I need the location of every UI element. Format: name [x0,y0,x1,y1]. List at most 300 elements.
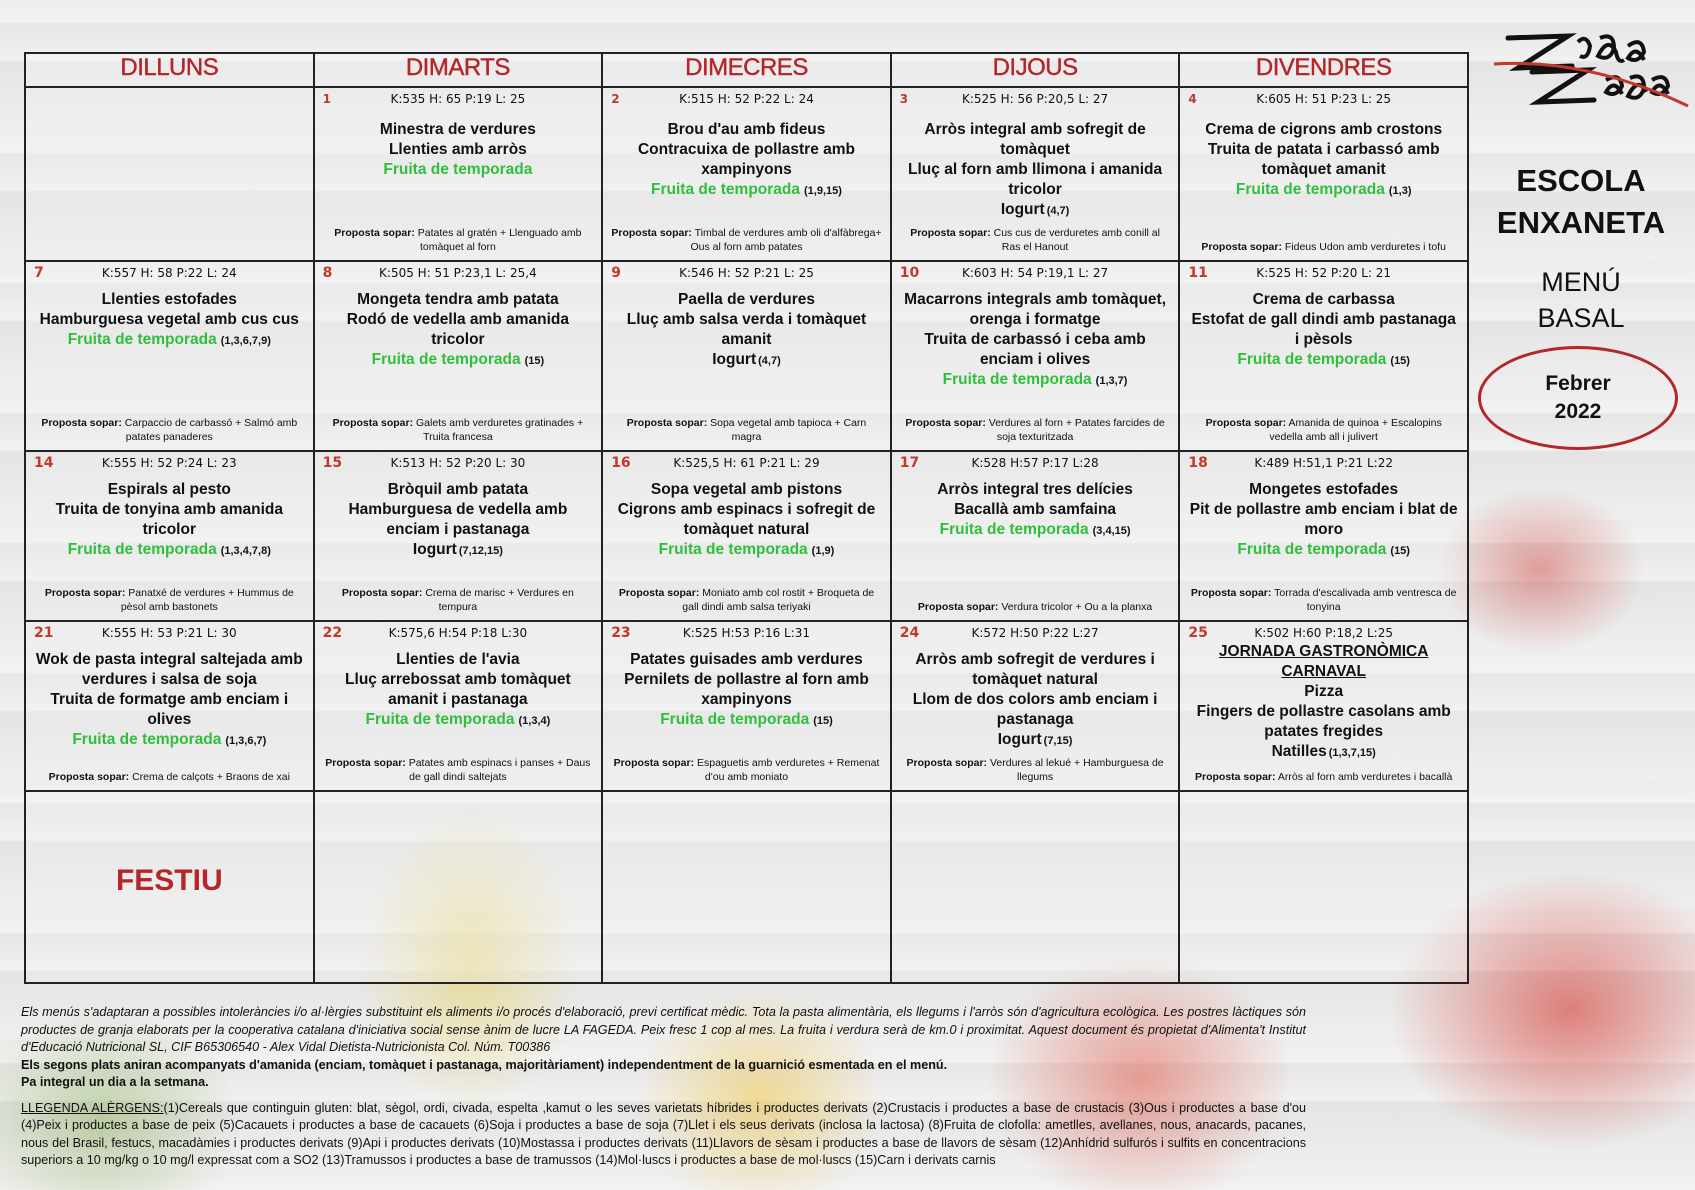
dinner-suggestion [323,586,594,616]
day-cell-content [315,622,602,790]
dinner-suggestion-text: Patates amb espinacs i panses + Daus de gall dindi saltejats [408,756,591,783]
dish-item [34,500,305,540]
dish-name: Espirals al pesto [107,481,231,499]
dish-name: Estofat de gall dindi amb pastanaga i pèsols [1191,310,1456,348]
allergen-legend [21,1100,1306,1170]
dish-name: Hamburguesa vegetal amb cus cus [39,310,299,328]
day-header [34,626,305,640]
fruit-item [34,730,305,751]
day-header [611,92,882,106]
nutrition-info: K:505 H: 51 P:23,1 L: 25,4 [379,265,537,280]
dish-item [323,480,594,500]
dish-item [34,310,305,330]
dish-item [611,290,882,310]
day-cell [1179,791,1468,983]
day-number: 7 [34,264,44,281]
day-cell [25,791,314,983]
allergen-codes: (1,3,4,7,8) [220,545,271,558]
allergen-codes: (1,3) [1388,185,1412,197]
day-number: 10 [899,264,920,281]
fruit-label: Fruita de temporada [651,181,801,198]
dish-list [900,120,1171,221]
day-cell [314,621,603,791]
day-cell-content [26,792,313,982]
day-number: 21 [34,624,54,641]
dish-item [1188,120,1459,140]
dish-name: Natilles [1271,742,1327,760]
day-header [900,92,1171,106]
dinner-suggestion-text: Sopa vegetal amb tapioca + Carn magra [710,417,867,444]
day-header [323,92,594,106]
dinner-suggestion-label: Proposta sopar: [906,756,988,769]
dinner-suggestion [900,416,1171,446]
dish-name: Cigrons amb espinacs i sofregit de tomàquet natural [617,501,876,539]
dinner-suggestion-label: Proposta sopar: [332,417,414,430]
dinner-suggestion-text: Patates al gratén + Llenguado amb tomàquet al forn [417,226,582,253]
month-badge [1478,346,1678,450]
day-cell-content [603,792,890,982]
dish-item [323,670,594,710]
dinner-suggestion-label: Proposta sopar: [41,417,122,430]
dish-item [611,120,882,140]
day-header [900,626,1171,640]
nutrition-info: K:605 H: 51 P:23 L: 25 [1256,92,1392,106]
dish-name: Truita de patata i carbassó amb tomàquet amanit [1207,141,1440,178]
fruit-item [323,160,594,180]
dish-name: Iogurt [412,541,457,559]
dinner-suggestion-label: Proposta sopar: [1201,240,1282,253]
nutrition-info: K:513 H: 52 P:20 L: 30 [390,456,526,471]
day-cell [602,261,891,451]
day-number: 2 [611,92,620,106]
dish-name: Arròs integral amb sofregit de tomàquet [924,121,1146,158]
day-cell-content [603,88,890,260]
day-cell [25,451,314,621]
fruit-label: Fruita de temporada [383,161,533,178]
dish-list [34,650,305,751]
dish-item [900,480,1171,500]
nutrition-info: K:557 H: 58 P:22 L: 24 [101,265,237,280]
day-cell-content [603,262,890,450]
day-header [611,456,882,470]
dish-name: Crema de cigrons amb crostons [1205,121,1443,138]
dinner-suggestion [323,226,594,256]
dish-item [1188,290,1459,310]
fruit-item [611,540,882,561]
dinner-suggestion-label: Proposta sopar: [917,600,999,613]
fruit-item [1188,180,1459,201]
fruit-item [900,370,1171,391]
allergen-legend-title: LLEGENDA ALÈRGENS: [21,1100,164,1115]
day-cell [891,261,1180,451]
school-name-line2: ENXANETA [1496,205,1666,240]
dish-name: Iogurt [712,350,757,368]
dinner-suggestion-label: Proposta sopar: [613,756,695,769]
special-event-title: JORNADA GASTRONÒMICA CARNAVAL [1218,642,1429,680]
dish-item [611,140,882,180]
dish-list [1188,480,1459,561]
day-cell-content [892,792,1179,982]
dinner-suggestion [323,756,594,786]
dish-item [611,480,882,500]
day-header [900,456,1171,470]
dish-item [611,650,882,670]
day-cell-content [26,88,313,260]
day-number: 17 [899,455,920,472]
dish-list [323,480,594,561]
dish-name: Rodó de vedella amb amanida tricolor [346,310,569,348]
dish-item [900,160,1171,200]
day-number: 24 [899,624,920,641]
fruit-label: Fruita de temporada [939,521,1089,539]
day-cell-content [892,452,1179,620]
dish-item [900,200,1171,221]
allergen-codes: (1,9) [811,545,835,558]
day-cell [1179,621,1468,791]
dinner-suggestion-text: Arròs al forn amb verduretes i bacallà [1277,770,1453,783]
nutrition-info: K:525 H: 52 P:20 L: 21 [1256,265,1392,280]
dinner-suggestion-label: Proposta sopar: [618,586,700,599]
fruit-label: Fruita de temporada [67,541,217,559]
holiday-label: FESTIU [115,863,223,897]
day-number: 9 [611,264,621,281]
dinner-suggestion-label: Proposta sopar: [341,586,423,599]
day-number: 16 [611,455,631,472]
dish-item [1188,480,1459,500]
zigazaga-logo [1488,28,1693,114]
day-header [323,626,594,640]
dish-name: Mongetes estofades [1249,481,1399,499]
day-cell-content [1180,452,1467,620]
fruit-label: Fruita de temporada [365,710,515,728]
allergen-codes: (15) [813,714,833,727]
day-cell-content [26,262,313,450]
nutrition-info: K:502 H:60 P:18,2 L:25 [1254,625,1393,640]
dish-list [34,290,305,351]
dish-list [611,480,882,561]
dish-name: Lluç arrebossat amb tomàquet amanit i pastanaga [345,670,571,708]
day-cell-content [315,88,602,260]
day-cell [314,451,603,621]
footer-bread-note: Pa integral un dia a la setmana. [21,1075,209,1089]
weekday-header-row [25,53,1468,87]
weekday-friday: DIVENDRES [1179,53,1468,87]
day-cell [25,87,314,261]
day-header [323,266,594,280]
dish-item [34,690,305,730]
dish-name: Truita de carbassó i ceba amb enciam i olives [924,330,1146,368]
dinner-suggestion-text: Crema de marisc + Verdures en tempura [425,586,574,613]
allergen-codes: (1,3,4) [518,714,551,727]
day-cell-content [1180,88,1467,260]
day-cell [602,87,891,261]
allergen-codes: (1,9,15) [804,185,842,197]
dinner-suggestion [1188,586,1459,616]
dinner-suggestion [611,416,882,446]
dish-item [900,650,1171,690]
dinner-suggestion-text: Torrada d'escalivada amb ventresca de tonyina [1274,586,1457,613]
day-cell-content [603,452,890,620]
dish-list [611,290,882,371]
nutrition-info: K:603 H: 54 P:19,1 L: 27 [961,265,1109,280]
day-header [1188,266,1459,280]
dinner-suggestion [1188,416,1459,446]
day-number: 25 [1188,624,1208,641]
day-number: 15 [322,455,343,472]
day-cell-content [315,452,602,620]
dinner-suggestion-text: Verdures al forn + Patates farcides de soja texturitzada [988,417,1165,444]
day-cell [25,261,314,451]
day-number: 4 [1188,92,1197,106]
dish-name: Truita de tonyina amb amanida tricolor [55,501,283,539]
school-name [1470,160,1692,244]
day-number: 14 [34,455,54,472]
allergen-codes: (15) [1390,354,1410,367]
dish-name: Sopa vegetal amb pistons [650,481,843,499]
day-header [34,456,305,470]
menu-type-line1: MENÚ [1541,267,1621,297]
fruit-item [1188,540,1459,561]
dinner-suggestion [34,770,305,786]
week-row [25,87,1468,261]
allergen-codes: (4,7) [1046,205,1070,217]
allergen-codes: (1,3,6,7) [225,734,267,747]
dinner-suggestion-label: Proposta sopar: [1195,770,1276,783]
day-number: 18 [1188,455,1208,472]
dish-name: Iogurt [997,730,1042,748]
day-cell-content [26,622,313,790]
fruit-label: Fruita de temporada [371,350,521,368]
dish-item [323,120,594,140]
week-row [25,621,1468,791]
dinner-suggestion [900,756,1171,786]
allergen-codes: (7,12,15) [458,545,503,558]
dish-name: Bacallà amb samfaina [954,501,1117,519]
fruit-item [34,540,305,561]
dish-name: Lluç amb salsa verda i tomàquet amanit [626,310,867,348]
dish-item [1188,140,1459,180]
day-header [900,266,1171,280]
fruit-label: Fruita de temporada [658,541,808,559]
nutrition-info: K:528 H:57 P:17 L:28 [971,456,1099,471]
day-cell [1179,451,1468,621]
dish-list [1188,120,1459,201]
fruit-label: Fruita de temporada [67,330,217,348]
dish-item [900,290,1171,330]
day-header [611,626,882,640]
day-cell-content [892,262,1179,450]
fruit-item [1188,350,1459,371]
allergen-codes: (15) [524,354,545,367]
dinner-suggestion-label: Proposta sopar: [910,226,991,239]
fruit-label: Fruita de temporada [1235,181,1385,198]
dish-list [323,290,594,371]
fruit-item [323,710,594,731]
fruit-label: Fruita de temporada [1237,350,1387,368]
allergen-codes: (1,3,7,15) [1328,746,1376,759]
fruit-item [900,520,1171,541]
menu-type [1470,264,1692,336]
day-number: 3 [899,92,909,106]
nutrition-info: K:525,5 H: 61 P:21 L: 29 [673,456,820,471]
day-number: 22 [322,624,343,641]
day-cell [602,621,891,791]
year-label: 2022 [1554,400,1602,423]
dinner-suggestion [323,416,594,446]
dish-name: Bròquil amb patata [387,481,529,499]
dinner-suggestion-label: Proposta sopar: [44,586,126,599]
allergen-legend-body: (1)Cereals que continguin gluten: blat, sègol, ordi, civada, espelta ,kamut o les seves varietats híbrides i productes derivats (2)Crustacis i productes a base de crustacis (3)Ous i productes a base d'ou (4)Peix i productes a base de peix (5)Cacauets i productes a base de cacauets (6)Soja i productes a base de soja (7)Llet i els seus derivats (inclosa la lactosa) (8)Fruita de clofolla: ametlles, avellanes, nous, anacards, pacanes, nous del Brasil, festucs, macadàmies i productes derivats (9)Api i productes derivats (10)Mostassa i productes derivats (11)Llavors de sèsam i productes a base de llavors de sèsam (12)Anhídrid sulfurós i sulfits en concentracions superiors a 10 mg/kg o 10 mg/l expressat com a SO2 (13)Tramussos i productes a base de tramussos (14)Mol·luscs i productes a base de mol·luscs (15)Carn i derivats carnis [21,1100,1307,1167]
dish-item [1188,500,1459,540]
dish-item [323,650,594,670]
dinner-suggestion [900,600,1171,616]
day-cell-content [1180,792,1467,982]
fruit-item [323,350,594,371]
dish-item [900,330,1171,370]
dish-item [611,670,882,710]
day-header [1188,626,1459,640]
dish-item [34,480,305,500]
day-number: 8 [322,264,333,281]
dish-list [900,480,1171,541]
day-header [1188,456,1459,470]
dinner-suggestion-label: Proposta sopar: [334,226,415,239]
dinner-suggestion-text: Espaguetis amb verduretes + Remenat d'ou amb moniato [697,756,880,783]
dish-name: Fingers de pollastre casolans amb patates fregides [1196,702,1451,740]
dish-name: Minestra de verdures [379,121,536,138]
nutrition-info: K:572 H:50 P:22 L:27 [971,625,1099,640]
dinner-suggestion [611,586,882,616]
day-cell-content [26,452,313,620]
day-cell [314,87,603,261]
dish-name: Hamburguesa de vedella amb enciam i pastanaga [348,501,568,539]
dish-name: Macarrons integrals amb tomàquet, orenga i formatge [904,290,1166,328]
dish-item [323,540,594,561]
fruit-item [611,180,882,201]
day-cell [314,791,603,983]
dinner-suggestion-text: Moniato amb col rostit + Broqueta de gall dindi amb salsa teriyaki [682,586,875,613]
dinner-suggestion-text: Fideus Udon amb verduretes i tofu [1284,240,1446,253]
dish-item [900,730,1171,751]
day-number: 1 [322,92,331,106]
allergen-codes: (1,3,6,7,9) [220,334,271,347]
dish-item [1188,682,1459,702]
day-number: 23 [611,624,631,641]
month-label: Febrer [1545,372,1611,395]
dinner-suggestion-label: Proposta sopar: [611,226,692,239]
logo-text: Ziga Zaga [1488,28,1494,29]
allergen-codes: (15) [1390,545,1410,558]
allergen-codes: (3,4,15) [1092,525,1131,538]
fruit-label: Fruita de temporada [942,370,1092,388]
dinner-suggestion-label: Proposta sopar: [1190,586,1272,599]
dinner-suggestion [1188,240,1459,256]
dish-name: Truita de formatge amb enciam i olives [50,690,289,728]
dish-name: Patates guisades amb verdures [630,650,863,668]
dish-name: Llom de dos colors amb enciam i pastanaga [912,690,1158,728]
dish-name: Mongeta tendra amb patata [357,290,559,308]
dish-item [34,290,305,310]
footer-notice: Els menús s'adaptaran a possibles intoleràncies i/o al·lèrgies substituint els aliments i/o procés d'elaboració, previ certificat mèdic. Tota la pasta alimentària, els llegums i l'arròs són d'agricultura ecològica. Les postres làctiques són productes de granja elaborats per la cooperativa catalana d'iniciativa social sense ànim de lucre LA FAGEDA. Peix fresc 1 cop al mes. La fruita i verdura serà de km.0 i proximitat. Aquest document és propietat d'Alimenta't Institut d'Educació Nutricional SL, CIF B65306540 - Alex Vidal Dietista-Nutricionista Col. Núm. T00386 [21,1005,1306,1054]
dish-name: Llenties estofades [101,290,237,308]
weekday-wednesday: DIMECRES [602,53,891,87]
weekday-tuesday: DIMARTS [314,53,603,87]
dish-item [900,690,1171,730]
dish-list [611,650,882,731]
dish-name: Contracuixa de pollastre amb xampinyons [637,141,856,178]
day-cell-content [892,622,1179,790]
dish-name: Iogurt [1000,201,1045,218]
nutrition-info: K:525 H:53 P:16 L:31 [682,625,811,640]
nutrition-info: K:515 H: 52 P:22 L: 24 [679,92,814,106]
dinner-suggestion-text: Carpaccio de carbassó + Salmó amb patates panaderes [124,417,298,444]
dish-name: Wok de pasta integral saltejada amb verdures i salsa de soja [35,650,303,688]
dish-item [611,350,882,371]
day-cell [602,451,891,621]
fruit-item [34,330,305,351]
dish-list [323,120,594,180]
footer-salad-note: Els segons plats aniran acompanyats d'amanida (enciam, tomàquet i pastanaga, majoritàriament) independentment de la guarnició esmentada en el menú. [21,1057,948,1072]
day-cell [602,791,891,983]
allergen-codes: (1,3,7) [1095,374,1128,387]
nutrition-info: K:535 H: 65 P:19 L: 25 [390,92,526,106]
dinner-suggestion-text: Cus cus de verduretes amb conill al Ras el Hanout [993,226,1160,253]
week-row [25,791,1468,983]
dinner-suggestion-text: Verdures al lekué + Hamburguesa de llegums [989,756,1164,783]
dinner-suggestion [34,586,305,616]
dish-list [1188,642,1459,763]
dinner-suggestion [611,226,882,256]
dish-item [323,310,594,350]
day-cell [1179,261,1468,451]
dinner-suggestion-text: Crema de calçots + Braons de xai [132,770,290,783]
dish-list [611,120,882,201]
dish-name: Pizza [1304,682,1344,700]
dish-item [1188,310,1459,350]
day-cell [891,87,1180,261]
dinner-suggestion-label: Proposta sopar: [905,417,986,430]
dinner-suggestion-label: Proposta sopar: [626,417,708,430]
school-name-line1: ESCOLA [1516,163,1646,198]
fruit-label: Fruita de temporada [660,710,810,728]
day-cell [314,261,603,451]
dinner-suggestion-label: Proposta sopar: [325,756,406,769]
day-cell-content [315,792,602,982]
day-cell-content [1180,262,1467,450]
dish-name: Brou d'au amb fideus [667,121,826,138]
dish-list [34,480,305,561]
dish-name: Paella de verdures [677,290,815,308]
nutrition-info: K:555 H: 52 P:24 L: 23 [101,456,237,471]
dish-list [900,290,1171,391]
dinner-suggestion-text: Panatxé de verdures + Hummus de pèsol amb bastonets [120,586,294,613]
fruit-item [611,710,882,731]
day-cell [891,791,1180,983]
allergen-codes: (7,15) [1043,734,1073,747]
fruit-label: Fruita de temporada [72,730,222,748]
weekly-menu-table [24,52,1469,984]
day-header [34,266,305,280]
dish-list [1188,290,1459,371]
dinner-suggestion-label: Proposta sopar: [48,770,130,783]
dish-item [323,500,594,540]
day-number: 11 [1188,264,1208,281]
nutrition-info: K:546 H: 52 P:21 L: 25 [679,265,814,280]
nutrition-info: K:525 H: 56 P:20,5 L: 27 [961,92,1109,106]
day-cell-content [315,262,602,450]
dish-name: Arròs integral tres delícies [937,481,1133,499]
dinner-suggestion [611,756,882,786]
